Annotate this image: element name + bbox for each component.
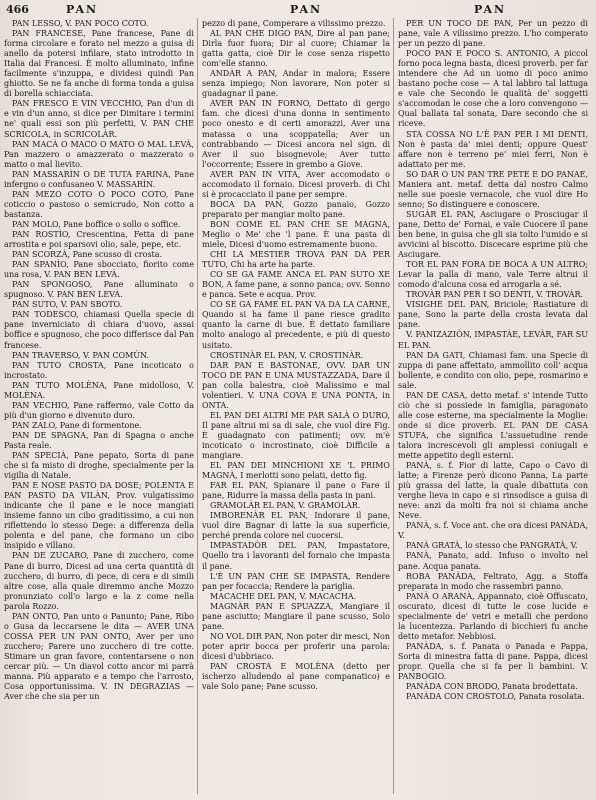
dictionary-entry: PAN SUTO, V. PAN SBOTO. (12, 300, 123, 310)
dictionary-entry: ROBA PANÀDA, Feltrato, Agg. a Stoffa preparata in modo che rassembri panno. (398, 571, 588, 591)
dictionary-entry: AVER PAN IN VITA, Aver accomodato o accomodato il fornaio. Dicesi proverb. di Chi si è procacciato il pane per sempre. (202, 169, 390, 199)
column-divider (393, 18, 394, 794)
column-divider (197, 18, 198, 794)
dictionary-entry: PAN DE SPAGNA, Pan di Spagna o anche Pasta reale. (4, 430, 194, 450)
dictionary-entry: MACACHE DEL PAN, V. MACACHA. (210, 591, 357, 601)
dictionary-entry: BON COME EL PAN CHE SE MAGNA, Meglio o Me' che 'l pane. È una pasta di miele, Dicesi d'uomo estremamente buono. (202, 219, 390, 250)
dictionary-entry: DAR PAN E BASTONAE, OVV. DAR UN TOCO DE PAN E UNA MUSTAZZADA, Dare il pan colla balestra, cioè Malissimo e mal volentieri. V. UNA COVA E UNA PONTA, in ONTA. (202, 360, 390, 410)
column-right (398, 19, 588, 702)
dictionary-entry: EL PAN DEI MINCHIONI XE 'L PRIMO MAGNÀ, I merlotti sono pelati, detto fig. (202, 461, 390, 481)
dictionary-entry: PAN MEZO COTO O POCO COTO, Pane coticcio o pastoso o semicrudo, Non cotto a bastanza. (4, 189, 194, 219)
dictionary-entry: PAN ZALO, Pane di formentone. (12, 420, 142, 430)
dictionary-entry: PAN DE ZUCARO, Pane di zucchero, come Pane di burro, Dicesi ad una certa quantità di zucchero, di burro, di pece, di cera e di simili altre cose, alla quale diremmo anche Mozzo pronunziato coll'o largo e la z come nella parola Rozzo. (4, 551, 194, 611)
dictionary-entry: CHI LA MESTIER TROVA PAN DA PER TUTO, Chi ha arte ha parte. (202, 250, 390, 270)
dictionary-entry: SO DAR O UN PAN TRE PETE E DO PANAE, Maniera ant. metaf. detta dal nostro Calmo nelle sue poesie vernacole, che vuol dire Ho senno; So distinguere e conoscere. (398, 169, 588, 209)
dictionary-entry: PAN SPECIÀ, Pane pepato, Sorta di pane che si fa misto di droghe, specialmente per la vigilia di Natale. (4, 451, 194, 481)
dictionary-entry: VISIGHE DEL PAN, Briciole; Rastiature di pane, Sono la parte della crosta levata dal pane. (398, 300, 588, 330)
column-middle (202, 19, 390, 692)
dictionary-entry: FAR EL PAN, Spianare il pane o Fare il pane, Ridurre la massa della pasta in pani. (202, 481, 390, 501)
dictionary-entry: PANÀ O ARANÀ, Appannato, cioè Offuscato, oscurato, dicesi di tutte le cose lucide e specialmente de' vetri e metalli che perdono la lucentezza. Parlando di bicchieri fu anche detto metafor. Nebbiosi. (398, 591, 588, 641)
dictionary-entry: TROVÀR PAN PER I SO DENTI, V. TROVÀR. (406, 290, 584, 300)
column-left (4, 19, 194, 702)
dictionary-entry: PANÀ, s. f. Fior di latte, Capo o Cavo di latte; a Firenze però dicono Panna, La parte più grassa del latte, la quale dibattuta con verghe lieva in capo e si rinsodisce a guisa di neve: anzi da molti fra noi si chiama anche Neve. (398, 461, 588, 521)
dictionary-entry: pezzo di pane, Comperare a vilissimo prezzo. (202, 19, 386, 28)
dictionary-entry: L'È UN PAN CHE SE IMPASTA, Rendere pan per focaccia; Rendere la pariglia. (202, 571, 390, 591)
dictionary-entry: PAN MASSARÌN O DE TUTA FARINA, Pane infergno o confusaneo V. MASSARÌN. (4, 169, 194, 189)
dictionary-entry: ANDÀR A PAN, Andar in malora; Essere senza impiego; Non lavorare, Non poter si guadagnar il pane. (202, 69, 390, 99)
page-number: 466 (6, 3, 29, 16)
dictionary-entry: TOR EL PAN FORA DE BOCA A UN ALTRO; Levar la palla di mano, vale Terre altrui il comodo d'alcuna cosa ed arrogarla a sé. (398, 260, 588, 290)
dictionary-entry: PANÀDA CON BRODO, Panata brodettata. (406, 682, 578, 692)
dictionary-entry: NO VOL DIR PAN, Non poter dir mesci, Non poter aprir bocca per proferir una parola: dicesi d'ubbriaco. (202, 631, 390, 661)
dictionary-entry: PAN DA GATI, Chiamasi fam. una Specie di zuppa di pane affettato, ammollito coll' acqua bollente, e condito con olio, pepe, rosmarino e sale. (398, 350, 588, 390)
dictionary-entry: IMBORENÀR EL PAN, Indorare il pane, vuol dire Bagnar di latte la sua superficie, perché prenda colore nel cuocersi. (202, 511, 390, 541)
dictionary-entry: PAN MOLO, Pane boffice o sollo o soffice. (12, 219, 181, 229)
dictionary-entry: EL PAN DEI ALTRI ME PAR SALÀ O DURO, Il pane altrui mi sa di sale, che vuol dire Fig. È guadagnato con patimenti; ovv. m'è incoticato o incrostinato, cioè Difficile a mangiare. (202, 410, 390, 461)
dictionary-entry: GRAMOLÀR EL PAN, V. GRAMOLÀR. (210, 501, 361, 511)
dictionary-entry: STA COSSA NO L'È PAN PER I MI DENTI, Non è pasta da' miei denti; oppure Quest' affare non è terreno pe' miei ferri, Non è adattato per me. (398, 129, 588, 169)
dictionary-entry: SUGÀR EL PAN, Asciugare o Prosciugar il pane, Detto de' Fornai, e vale Cuocere il pane ben bene, in guisa che gli sia tolto l'umido e si avvicini al biscotto. Discecare esprime più che Asciugare. (398, 209, 588, 260)
running-head-left: PAN (66, 3, 99, 16)
dictionary-entry: PAN ROSTÌO, Crescentina, Fetta di pane arrostita e poi sparsovi olio, sale, pepe, etc. (4, 229, 194, 250)
running-head-center: PAN (290, 3, 323, 16)
dictionary-entry: PAN TUTO CROSTA, Pane incoticato o incrostato. (4, 360, 194, 380)
dictionary-entry: AL PAN CHE DIGO PAN, Dire al pan pane; Dirla fuor fuora; Dir al cuore; Chiamar la gatta gatta, cioè Dir le cose senza rispetto com'elle stanno. (202, 29, 390, 69)
dictionary-entry: CROSTINÀR EL PAN, V. CROSTINÀR. (210, 350, 364, 360)
running-head-right: PAN (474, 3, 507, 16)
dictionary-entry: BOCA DA PAN, Gozzo panaio, Gozzo preparato per mangiar molto pane. (202, 199, 390, 219)
dictionary-entry: PAN SCORZÀ, Pane scusso di crosta. (12, 250, 163, 260)
dictionary-entry: PAN SPONGOSO, Pane alluminato o spugnoso. V. PAN BEN LEVÀ. (4, 280, 194, 300)
dictionary-entry: PANÀ GRATÀ, lo stesso che PANGRATÀ, V. (406, 541, 578, 551)
dictionary-entry: PANÀDA, s. f. Panata o Panada e Pappa, Sorta di minestra fatta di pane. Pappa, dicesi propr. Quella che si fa per li bambini. V. PANBOGIO. (398, 641, 588, 682)
dictionary-entry: PAN VECHIO, Pane raffermo, vale Cotto da più d'un giorno e divenuto duro. (4, 400, 194, 420)
dictionary-entry: PANÀ, s. f. Voce ant. che ora dicesi PANÀDA, V. (398, 521, 588, 541)
dictionary-entry: PAN TODESCO, chiamasi Quella specie di pane inverniciato di chiara d'uovo, assai boffice e spugnoso, che poco differisce dal Pan francese. (4, 310, 194, 350)
dictionary-entry: V. PANIZAZIÒN, IMPASTÀE, LEVÀR, FAR SU EL PAN. (398, 330, 588, 350)
dictionary-entry: IMPASTADÒR DEL PAN, Impastatore, Quello tra i lavoranti del fornaio che impasta il pane. (202, 541, 390, 571)
dictionary-entry: PAN E NOSE PASTO DA DOSE; POLENTA E PAN PASTO DA VILÀN, Prov. vulgatissimo indicante che il pane e le noce mangiati insieme fanno un cibo graditissimo, a cui non riflettendo lo stesso Dege: a differenza della polenta e del pane, che formano un cibo insipido e villano. (4, 481, 194, 551)
dictionary-entry: PANÀ, Panato, add. Infuso o involto nel pane. Acqua panata. (398, 551, 588, 571)
dictionary-entry: PAN TUTO MOLÈNA, Pane midolloso, V. MOLÈNA. (4, 380, 194, 400)
page-header (6, 3, 588, 17)
dictionary-entry: CO SE GA FAME ANCA EL PAN SUTO XE BON, A fame pane, a sonno panca; ovv. Sonno e panca. Sete e acqua. Prov. (202, 270, 390, 300)
dictionary-entry: PAN ONTO, Pan unto o Panunto; Pane, Ribo o Gusa da leccarsene le dita — AVER UNA COSSA PER UN PAN ONTO, Aver per uno zucchero; Parere uno zucchero di tre cotte. Stimare un gran favore, contentarsene o non cercar più. — Un diavol cotto ancor mi parrà manna. Più apparato e a tempo che l'arrosto, Cosa opportunissima. V. IN DEGRAZIAS — Aver che che sia per un (4, 611, 194, 702)
dictionary-entry: PANÀDA CON CROSTOLO, Panata rosolata. (406, 692, 585, 702)
dictionary-entry: AVER PAN IN FORNO, Dettato di gergo fam. che dicesi d'una donna in sentimento poco onesto e di certi amorazzi, Aver una matassa o una scoppatella; Aver un contrabbando — Dicesi ancora nel sign. di Aver il suo bisognevole; Aver tutto l'occorrente; Essere in grembo a Giove. (202, 99, 390, 169)
dictionary-entry: PAN TRAVERSO, V. PAN COMÙN. (12, 350, 150, 360)
dictionary-entry: PAN DE CASA, detto metaf. s' intende Tutto ciò che si possiede in famiglia, paragonato alle cose esterne, ma specialmente la Moglie: onde si dice proverb. EL PAN DE CASA STUFA, che significa L'assuetudine rende talora increscevoli gli amplessi coniugali e mette appetito degli esterni. (398, 390, 588, 461)
dictionary-entry: POCO PAN E POCO S. ANTONIO, A piccol forno poca legna basta, dicesi proverb. per far intendere che Ad un uomo di poco animo bastano poche cose — A tal labbro tal lattuga e vale che Secondo le qualità de' soggetti s'accomodan le cose che a loro convengono — Qual ballata tal sonata, Dare secondo che si riceve. (398, 49, 588, 129)
dictionary-entry: PAN SPANÌO, Pane sbocciato, fiorito come una rosa, V. PAN BEN LEVÀ. (4, 260, 194, 280)
dictionary-entry: PAN CROSTA E MOLÈNA (detto per ischerzo alludendo al pane companatico) e vale Solo pane; Pane scusso. (202, 662, 390, 692)
dictionary-entry: PAN LESSO, V. PAN POCO COTO. (12, 19, 149, 28)
dictionary-entry: PAN MACÀ O MACO O MATO O MAL LEVÀ, Pan mazzero o amazzerato o mazzerato o matto o mal lievito. (4, 139, 194, 169)
dictionary-entry: PAN FRANCESE, Pane francese, Pane di forma circolare e forato nel mezzo a guisa di anello da potersi infilare, stato introdotto in Italia dai Francesi. È molto alluminato, infine facilmente s'inzuppa, e dividesi quindi Pan ghiotto. Se ne fa anche di forma tonda a guisa di borella schiacciata. (4, 29, 194, 99)
dictionary-entry: PAN FRESCO E VIN VECCHIO, Pan d'un di e vin d'un anno, si dice per Dimitare i termini ne' quali essi son più perfetti, V. PAN CHE SCRICOLA, in SCRICOLÀR. (4, 99, 194, 139)
dictionary-entry: MAGNÀR PAN E SPUAZZA, Mangiare il pane asciutto; Mangiare il pane scusso, Solo pane. (202, 601, 390, 631)
dictionary-entry: CO SE GA FAME EL PAN VA DA LA CARNE, Quando si ha fame il pane riesce gradito quanto la carne di bue. È dettato familiare molto analogo al precedente, e più di questo usitato. (202, 300, 390, 350)
dictionary-entry: PER UN TOCO DE PAN, Per un pezzo di pane, vale A vilissimo prezzo. L'ho comperato per un pezzo di pane. (398, 19, 588, 49)
